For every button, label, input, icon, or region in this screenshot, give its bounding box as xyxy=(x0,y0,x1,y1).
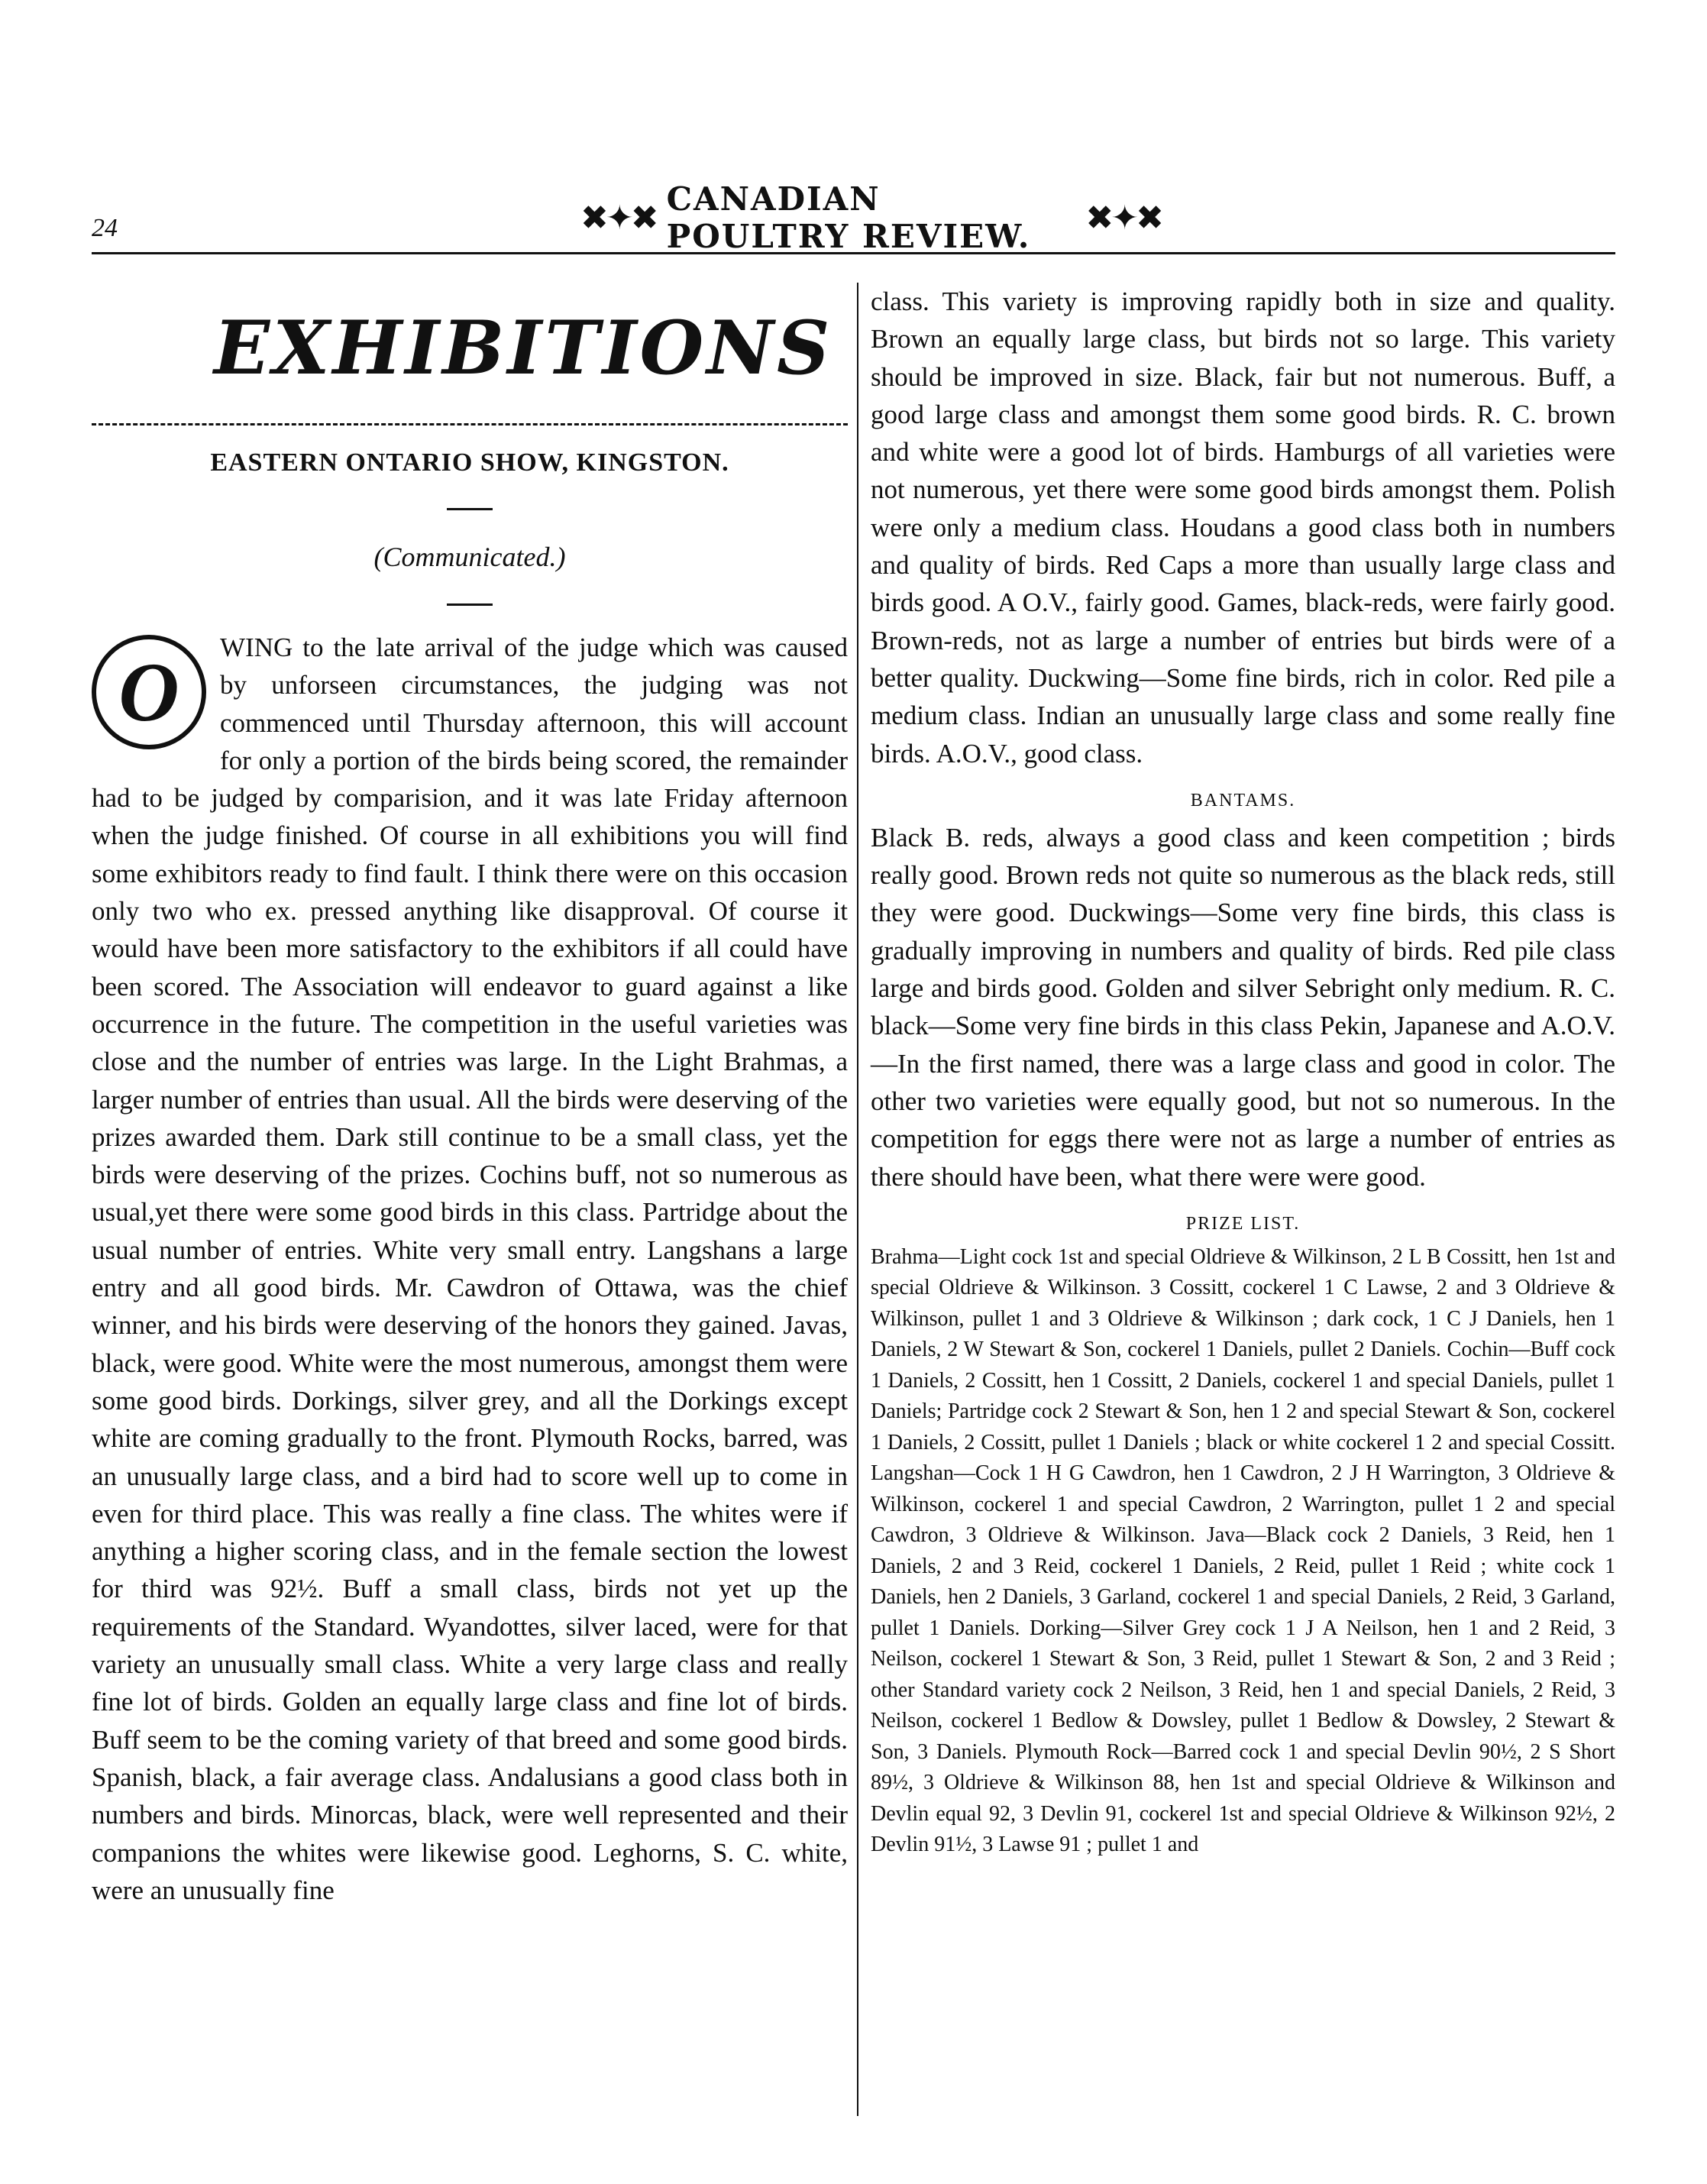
dashed-rule xyxy=(92,423,848,425)
right-ornament-icon: ✖✦✖ xyxy=(1085,199,1161,237)
dropcap-letter: O xyxy=(92,635,206,749)
section-heading: EXHIBITIONS xyxy=(214,304,833,391)
article-title: EASTERN ONTARIO SHOW, KINGSTON. xyxy=(210,448,729,477)
masthead xyxy=(580,180,1161,255)
prize-list-heading: PRIZE LIST. xyxy=(1185,1213,1301,1234)
bantams-heading: BANTAMS. xyxy=(1190,790,1296,811)
article-body-right: class. This variety is improving rapidly both in size and quality. Brown an equally large class, but birds not so large. This variety should be improved in size. Black, fair but not numerous. Buff, a good large class and amongst them some good birds. R. C. brown and white were a good lot of birds. Hamburgs of all varieties were not numerous, yet there were some good birds amongst them. Polish were only a medium class. Houdans a good class both in numbers and quality of birds. Red Caps a more than usually large class and birds good. A O.V., fairly good. Games, black-reds, were fairly good. Brown-reds, not as large a number of entries but birds were of a better quality. Duckwing—Some fine birds, rich in color. Red pile a medium class. Indian an unusually large class and some really fine birds. A.O.V., good class. xyxy=(871,286,1615,768)
section-header xyxy=(214,283,833,413)
right-column xyxy=(871,283,1615,1861)
bantams-body: Black B. reds, always a good class and keen competition ; birds really good. Brown reds not quite so numerous as the black reds, still they were good. Duckwings—Some very fine birds, this class is gradually improving in numbers and quality of birds. Red pile class large and birds good. Golden and silver Sebright only medium. R. C. black—Some very fine birds in this class Pekin, Japanese and A.O.V.—In the first named, there was a large class and good in color. The other two varieties were equally good, but not so numerous. In the competition for eggs there were not as large a number of entries as there should have been, what there were were good. xyxy=(871,822,1615,1192)
left-column xyxy=(92,283,848,1909)
article-byline: (Communicated.) xyxy=(373,542,566,572)
article-body-left: WING to the late arrival of the judge which was caused by unforseen circumstances, the judging was not commenced until Thursday afternoon, this will account for only a portion of the birds being scored, the remainder had to be judged by comparision, and it was late Friday afternoon when the judge finished. Of course in all exhibitions you will find some exhibitors ready to find fault. I think there were on this occasion only two who ex. pressed anything like disapproval. Of course it would have been more satisfactory to the exhibitors if all could have been scored. The Association will endeavor to guard against a like occurrence in the future. The competition in the useful varieties was close and the number of entries was large. In the Light Brahmas, a larger number of entries than usual. All the birds were deserving of the prizes awarded them. Dark still continue to be a small class, yet the birds were deserving of the prizes. Cochins buff, not so numerous as usual,yet there were some good birds in this class. Partridge about the usual number of entries. White very small entry. Langshans a large entry and all good birds. Mr. Cawdron of Ottawa, was the chief winner, and his birds were deserving of the honors they gained. Javas, black, were good. White were the most numerous, amongst them were some good birds. Dorkings, silver grey, and all the Dorkings except white are coming gradually to the front. Plymouth Rocks, barred, was an unusually large class, and a bird had to score well up to come in even for third place. This was really a fine class. The whites were if anything a higher scoring class, and in the female section the lowest for third was 92½. Buff a small class, birds not yet up the requirements of the Standard. Wyandottes, silver laced, were for that variety an unusually small class. White a very large class and really fine lot of birds. Golden an equally large class and fine lot of birds. Buff seem to be the coming variety of that breed and some good birds. Spanish, black, a fair average class. Andalusians a good class both in numbers and birds. Minorcas, black, were well represented and their companions the whites were likewise good. Leghorns, S. C. white, were an unusually fine xyxy=(92,633,848,1905)
title-rule xyxy=(447,508,493,510)
masthead-title: CANADIAN POULTRY REVIEW. xyxy=(666,180,1031,255)
prize-list-body: Brahma—Light cock 1st and special Oldrieve & Wilkinson, 2 L B Cossitt, hen 1st and special Oldrieve & Wilkinson. 3 Cossitt, cockerel 1 C Lawse, 2 and 3 Oldrieve & Wilkinson, pullet 1 and 3 Oldrieve & Wilkinson ; dark cock, 1 C J Daniels, hen 1 Daniels, 2 W Stewart & Son, cockerel 1 Daniels, pullet 2 Daniels. Cochin—Buff cock 1 Daniels, 2 Cossitt, hen 1 Cossitt, 2 Daniels, cockerel 1 and special Daniels, pullet 1 Daniels; Partridge cock 2 Stewart & Son, hen 1 2 and special Stewart & Son, cockerel 1 Daniels, 2 Cossitt, pullet 1 Daniels ; black or white cockerel 1 2 and special Cossitt. Langshan—Cock 1 H G Cawdron, hen 1 Cawdron, 2 J H Warrington, 3 Oldrieve & Wilkinson, cockerel 1 and special Cawdron, 2 Warrington, pullet 1 2 and special Cawdron, 3 Oldrieve & Wilkinson. Java—Black cock 2 Daniels, 3 Reid, hen 1 Daniels, 2 and 3 Reid, cockerel 1 Daniels, 2 Reid, pullet 1 Reid ; white cock 1 Daniels, hen 2 Daniels, 3 Garland, cockerel 1 and special Daniels, 2 Reid, 3 Garland, pullet 1 Daniels. Dorking—Silver Grey cock 1 J A Neilson, hen 1 and 2 Reid, 3 Neilson, cockerel 1 Stewart & Son, 3 Reid, pullet 1 Stewart & Son, 2 and 3 Reid ; other Standard variety cock 2 Neilson, 3 Reid, hen 1 and special Daniels, 2 Reid, 3 Neilson, cockerel 1 Bedlow & Dowsley, pullet 1 Bedlow & Dowsley, 2 Stewart & Son, 3 Daniels. Plymouth Rock—Barred cock 1 and special Devlin 90½, 2 S Short 89½, 3 Oldrieve & Wilkinson 88, hen 1st and special Oldrieve & Wilkinson and Devlin equal 92, 3 Devlin 91, cockerel 1st and special Oldrieve & Wilkinson 92½, 2 Devlin 91½, 3 Lawse 91 ; pullet 1 and xyxy=(871,1244,1615,1857)
byline-rule xyxy=(447,603,493,606)
column-divider xyxy=(857,283,858,2116)
left-ornament-icon: ✖✦✖ xyxy=(580,199,656,237)
header-rule xyxy=(92,252,1615,254)
page-number: 24 xyxy=(92,214,118,242)
